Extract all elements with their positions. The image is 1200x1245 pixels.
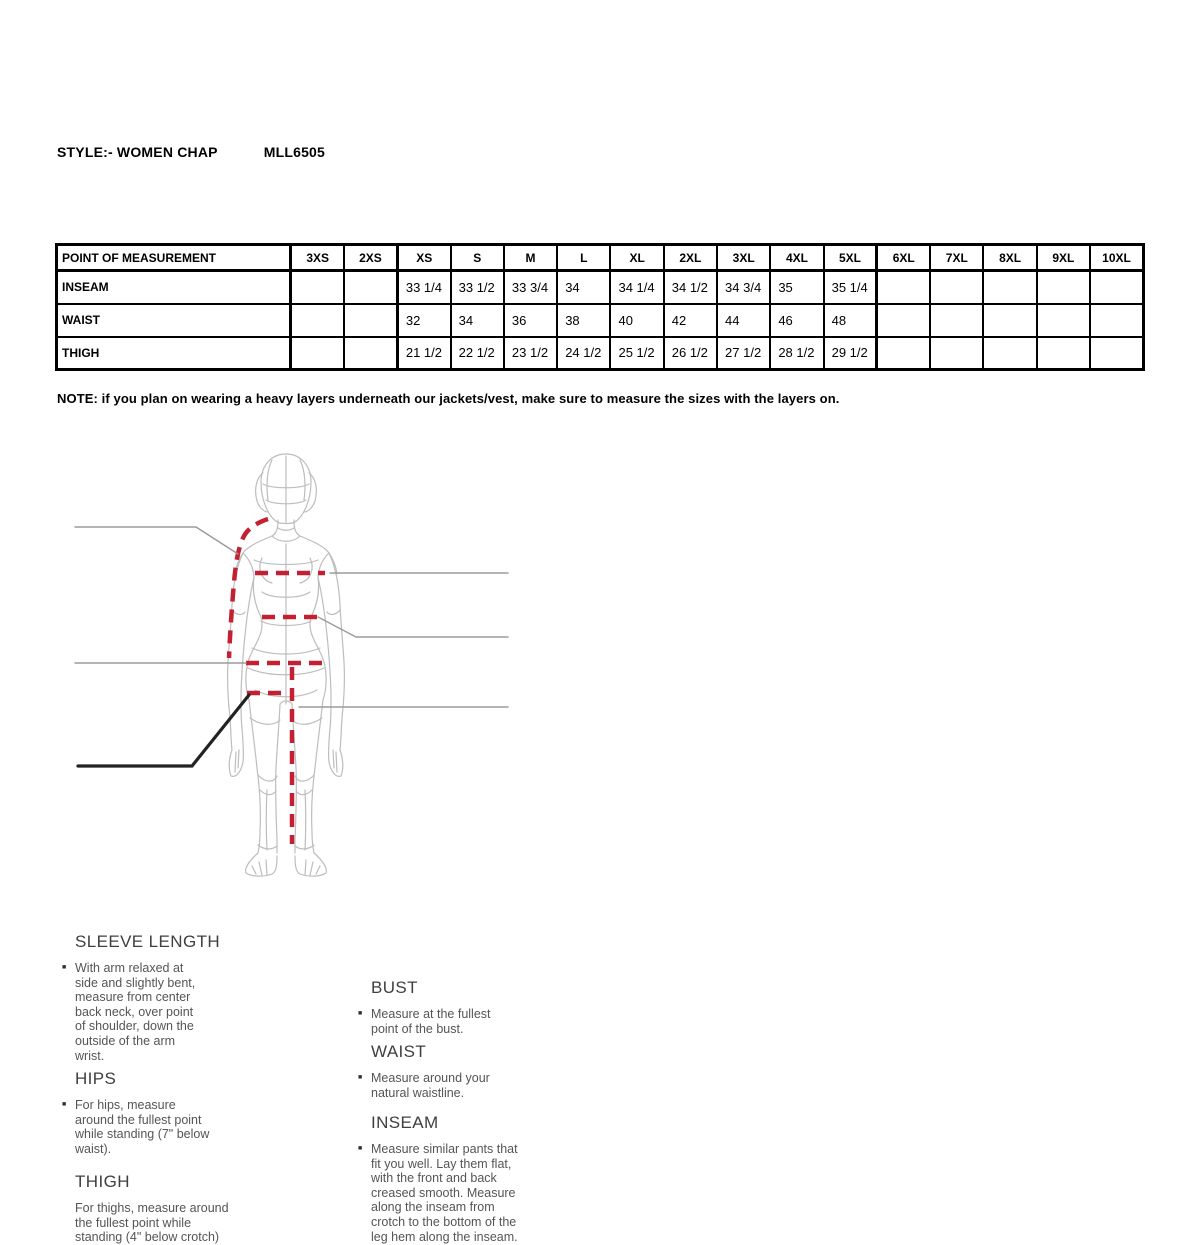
measurement-cell (1037, 304, 1090, 337)
measurement-cell: 21 1/2 (397, 337, 450, 370)
column-header-9xl: 9XL (1037, 245, 1090, 271)
style-code: MLL6505 (263, 144, 326, 160)
measurement-cell (1090, 337, 1144, 370)
guide-thigh (75, 1173, 239, 1245)
column-header-xs: XS (397, 245, 450, 271)
table-row-waist (57, 304, 1144, 337)
header-row (57, 245, 1144, 271)
measurement-cell: 34 (451, 304, 504, 337)
waist-heading: WAIST (371, 1042, 427, 1061)
measurement-cell (344, 337, 397, 370)
measurement-cell: 34 (557, 271, 610, 304)
sleeve-length-heading: SLEEVE LENGTH (75, 932, 221, 951)
bullet-icon: ■ (62, 1101, 67, 1108)
thigh-heading: THIGH (75, 1172, 130, 1191)
measurement-cell (877, 304, 930, 337)
measurement-cell: 33 1/4 (397, 271, 450, 304)
hips-text: For hips, measure around the fullest point while standing (7" below waist). (75, 1098, 210, 1156)
waist-leader (318, 617, 508, 637)
measurement-cell (291, 304, 344, 337)
measurement-cell: 42 (664, 304, 717, 337)
column-header-m: M (504, 245, 557, 271)
column-header-5xl: 5XL (824, 245, 877, 271)
row-label: WAIST (57, 304, 291, 337)
column-header-7xl: 7XL (930, 245, 983, 271)
style-label: STYLE:- WOMEN CHAP (57, 144, 218, 160)
measurement-cell (877, 271, 930, 304)
column-header-10xl: 10XL (1090, 245, 1144, 271)
measurement-dash-lines (229, 519, 330, 844)
column-header-point-of-measurement: POINT OF MEASUREMENT (57, 245, 291, 271)
measurement-cell (1090, 304, 1144, 337)
bullet-icon: ■ (358, 1074, 363, 1081)
measurement-cell (930, 271, 983, 304)
measurement-cell (930, 304, 983, 337)
guide-sleeve-length (62, 932, 221, 1063)
column-header-6xl: 6XL (877, 245, 930, 271)
measurement-cell: 33 3/4 (504, 271, 557, 304)
body-figure-illustration (0, 430, 600, 900)
measurement-cell: 34 1/2 (664, 271, 717, 304)
measurement-cell: 23 1/2 (504, 337, 557, 370)
measurement-cell (344, 271, 397, 304)
measurement-cell (983, 304, 1036, 337)
measurement-cell: 35 (770, 271, 823, 304)
size-chart-section (55, 243, 1145, 371)
measurement-cell: 36 (504, 304, 557, 337)
bullet-icon: ■ (358, 1145, 363, 1152)
measurement-cell: 34 1/4 (610, 271, 663, 304)
measurement-cell (1037, 271, 1090, 304)
bullet-icon: ■ (62, 964, 67, 971)
measurement-cell: 46 (770, 304, 823, 337)
column-header-2xs: 2XS (344, 245, 397, 271)
column-header-8xl: 8XL (983, 245, 1036, 271)
measurement-cell: 26 1/2 (664, 337, 717, 370)
thigh-leader (78, 695, 249, 766)
measurement-cell (291, 337, 344, 370)
measurement-cell: 33 1/2 (451, 271, 504, 304)
figure-wireframe (228, 454, 345, 876)
column-header-l: L (557, 245, 610, 271)
column-header-s: S (451, 245, 504, 271)
measurement-cell: 25 1/2 (610, 337, 663, 370)
measurement-cell: 32 (397, 304, 450, 337)
measurement-cell: 40 (610, 304, 663, 337)
bust-text: Measure at the fullest point of the bust. (371, 1007, 491, 1036)
measurement-cell: 24 1/2 (557, 337, 610, 370)
measurement-cell: 44 (717, 304, 770, 337)
measurement-cell: 48 (824, 304, 877, 337)
column-header-3xs: 3XS (291, 245, 344, 271)
measurement-cell: 27 1/2 (717, 337, 770, 370)
row-label: INSEAM (57, 271, 291, 304)
column-header-4xl: 4XL (770, 245, 823, 271)
table-row-thigh (57, 337, 1144, 370)
measurement-guide-diagram (0, 430, 600, 1245)
measurement-cell: 34 3/4 (717, 271, 770, 304)
measurement-cell: 38 (557, 304, 610, 337)
table-row-inseam (57, 271, 1144, 304)
hips-heading: HIPS (75, 1069, 117, 1088)
inseam-heading: INSEAM (371, 1113, 439, 1132)
bust-heading: BUST (371, 978, 418, 997)
measurement-cell (877, 337, 930, 370)
measurement-cell (983, 337, 1036, 370)
column-header-3xl: 3XL (717, 245, 770, 271)
waist-text: Measure around your natural waistline. (371, 1071, 490, 1100)
sleeve-length-text: With arm relaxed at side and slightly bent, measure from center back neck, over point of shoulder, down the outside of the arm wrist. (75, 961, 196, 1063)
measurement-cell (983, 271, 1036, 304)
measurement-cell: 28 1/2 (770, 337, 823, 370)
guide-bust (358, 978, 513, 1036)
measurement-cell: 35 1/4 (824, 271, 877, 304)
measurement-cell (1090, 271, 1144, 304)
bullet-icon: ■ (358, 1010, 363, 1017)
thigh-text: For thighs, measure around the fullest point while standing (4" below crotch) (75, 1201, 229, 1245)
guide-waist (358, 1042, 513, 1100)
row-label: THIGH (57, 337, 291, 370)
measurement-cell (291, 271, 344, 304)
inseam-text: Measure similar pants that fit you well. Lay them flat, with the front and back creased smooth. Measure along the inseam from crotch to the bottom of the leg hem along the inseam. (371, 1142, 518, 1244)
measurement-cell (1037, 337, 1090, 370)
measurement-cell: 29 1/2 (824, 337, 877, 370)
measurement-cell (930, 337, 983, 370)
measurement-cell: 22 1/2 (451, 337, 504, 370)
column-header-2xl: 2XL (664, 245, 717, 271)
sleeve-length-leader (75, 527, 238, 554)
guide-inseam (358, 1113, 521, 1244)
note-text: NOTE: if you plan on wearing a heavy layers underneath our jackets/vest, make sure to measure the sizes with the layers on. (57, 391, 840, 406)
document-title (57, 144, 325, 160)
guide-hips (62, 1069, 215, 1156)
size-chart-table (55, 243, 1145, 371)
column-header-xl: XL (610, 245, 663, 271)
measurement-cell (344, 304, 397, 337)
